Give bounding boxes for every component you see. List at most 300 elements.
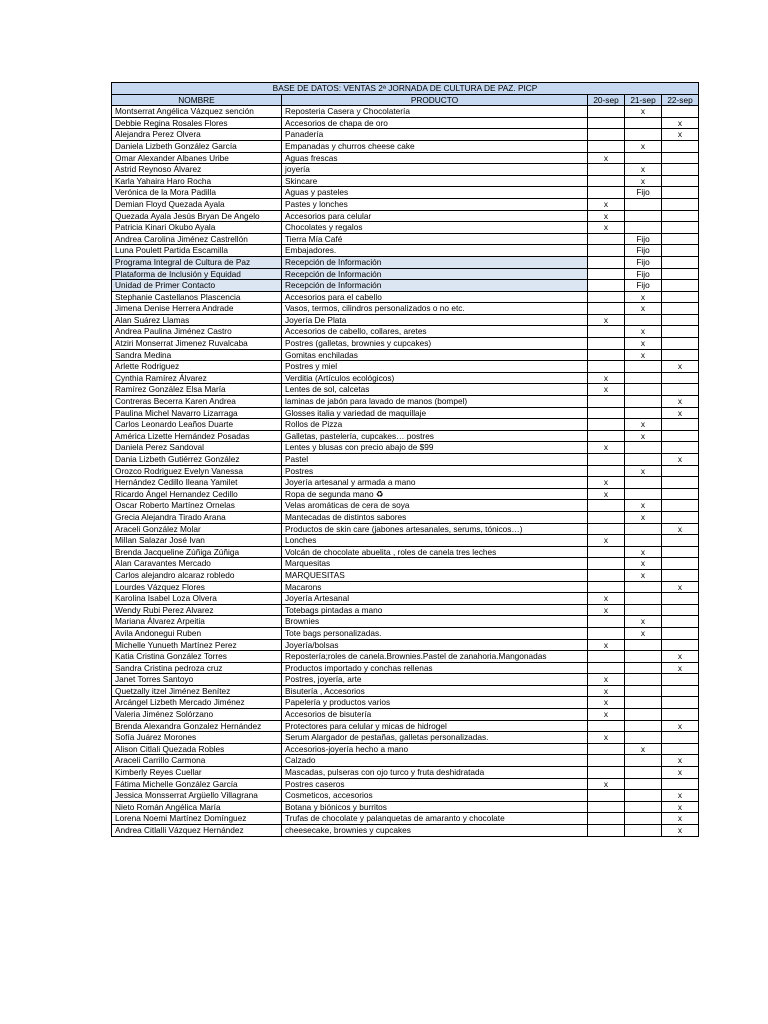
cell-21-sep [625, 593, 662, 605]
cell-nombre: Andrea Paulina Jiménez Castro [112, 326, 282, 338]
cell-21-sep [625, 639, 662, 651]
cell-nombre: Lorena Noemi Martínez Domínguez [112, 813, 282, 825]
cell-nombre: Debbie Regina Rosales Flores [112, 117, 282, 129]
cell-producto: Marquesitas [282, 558, 588, 570]
cell-21-sep: Fijo [625, 245, 662, 257]
cell-22-sep [662, 303, 699, 315]
cell-producto: Mantecadas de distintos sabores [282, 511, 588, 523]
cell-22-sep [662, 245, 699, 257]
cell-20-sep: x [588, 593, 625, 605]
cell-22-sep [662, 616, 699, 628]
cell-producto: Lentes y blusas con precio abajo de $99 [282, 442, 588, 454]
cell-20-sep: x [588, 732, 625, 744]
table-row [112, 523, 699, 535]
cell-nombre: Unidad de Primer Contacto [112, 280, 282, 292]
cell-producto: Serum Alargador de pestañas, galletas personalizadas. [282, 732, 588, 744]
cell-producto: Panadería [282, 129, 588, 141]
cell-nombre: Astrid Reynoso Álvarez [112, 164, 282, 176]
cell-nombre: Stephanie Castellanos Plascencia [112, 291, 282, 303]
cell-producto: Botana y biónicos y burritos [282, 801, 588, 813]
cell-20-sep: x [588, 488, 625, 500]
table-row [112, 662, 699, 674]
cell-22-sep [662, 140, 699, 152]
cell-producto: Rollos de Pizza [282, 419, 588, 431]
cell-20-sep [588, 419, 625, 431]
cell-producto: MARQUESITAS [282, 569, 588, 581]
table-row [112, 349, 699, 361]
cell-21-sep: Fijo [625, 233, 662, 245]
cell-21-sep: x [625, 326, 662, 338]
cell-nombre: Mariana Álvarez Arpeitia [112, 616, 282, 628]
cell-producto: Accesorios para celular [282, 210, 588, 222]
cell-producto: Postres [282, 465, 588, 477]
cell-21-sep: x [625, 558, 662, 570]
cell-21-sep [625, 314, 662, 326]
table-row [112, 175, 699, 187]
cell-producto: Trufas de chocolate y palanquetas de amaranto y chocolate [282, 813, 588, 825]
cell-22-sep: x [662, 523, 699, 535]
cell-20-sep [588, 546, 625, 558]
cell-20-sep: x [588, 222, 625, 234]
cell-20-sep [588, 338, 625, 350]
table-row [112, 396, 699, 408]
table-row [112, 488, 699, 500]
cell-21-sep [625, 477, 662, 489]
table-row [112, 825, 699, 837]
cell-nombre: Alan Caravantes Mercado [112, 558, 282, 570]
cell-nombre: Cynthia Ramírez Álvarez [112, 372, 282, 384]
cell-21-sep [625, 767, 662, 779]
table-row [112, 709, 699, 721]
cell-22-sep [662, 384, 699, 396]
table-row [112, 755, 699, 767]
cell-producto: Aguas frescas [282, 152, 588, 164]
cell-producto: Calzado [282, 755, 588, 767]
cell-producto: Postres (galletas, brownies y cupcakes) [282, 338, 588, 350]
cell-20-sep [588, 361, 625, 373]
table-row [112, 720, 699, 732]
cell-20-sep: x [588, 535, 625, 547]
table-row [112, 616, 699, 628]
cell-20-sep: x [588, 604, 625, 616]
cell-21-sep [625, 129, 662, 141]
cell-21-sep: Fijo [625, 280, 662, 292]
cell-producto: Joyería De Plata [282, 314, 588, 326]
cell-producto: Brownies [282, 616, 588, 628]
cell-22-sep [662, 338, 699, 350]
cell-20-sep [588, 280, 625, 292]
cell-22-sep [662, 546, 699, 558]
cell-20-sep [588, 187, 625, 199]
cell-20-sep: x [588, 639, 625, 651]
cell-21-sep: x [625, 349, 662, 361]
cell-21-sep [625, 720, 662, 732]
cell-nombre: Nieto Román Angélica María [112, 801, 282, 813]
cell-producto: Tierra Mía Café [282, 233, 588, 245]
cell-20-sep [588, 268, 625, 280]
cell-20-sep: x [588, 477, 625, 489]
cell-producto: Reposteria Casera y Chocolatería [282, 106, 588, 118]
cell-nombre: Wendy Rubi Perez Alvarez [112, 604, 282, 616]
cell-nombre: Millan Salazar José Ivan [112, 535, 282, 547]
cell-nombre: Plataforma de Inclusión y Equidad [112, 268, 282, 280]
cell-21-sep: x [625, 569, 662, 581]
cell-nombre: Araceli González Molar [112, 523, 282, 535]
cell-producto: Cosmeticos, accesorios [282, 790, 588, 802]
cell-21-sep: Fijo [625, 256, 662, 268]
cell-nombre: Jessica Monsserrat Argüello Villagrana [112, 790, 282, 802]
cell-nombre: Fátima Michelle González García [112, 778, 282, 790]
cell-nombre: Avila Andonegui Ruben [112, 627, 282, 639]
cell-21-sep [625, 732, 662, 744]
cell-nombre: Demian Floyd Quezada Ayala [112, 198, 282, 210]
cell-21-sep [625, 825, 662, 837]
header-20-sep: 20-sep [588, 94, 625, 106]
cell-22-sep: x [662, 651, 699, 663]
cell-nombre: Valeria Jiménez Solórzano [112, 709, 282, 721]
sales-table [111, 82, 699, 837]
cell-20-sep [588, 454, 625, 466]
cell-22-sep [662, 465, 699, 477]
cell-nombre: Ramírez González Elsa María [112, 384, 282, 396]
cell-21-sep: x [625, 743, 662, 755]
cell-20-sep [588, 465, 625, 477]
cell-nombre: Quezada Ayala Jesús Bryan De Angelo [112, 210, 282, 222]
table-row [112, 303, 699, 315]
cell-21-sep: x [625, 511, 662, 523]
cell-nombre: Montserrat Angélica Vázquez sención [112, 106, 282, 118]
cell-nombre: Alan Suárez Llamas [112, 314, 282, 326]
cell-22-sep [662, 106, 699, 118]
cell-20-sep [588, 117, 625, 129]
cell-producto: Productos importado y conchas rellenas [282, 662, 588, 674]
cell-22-sep [662, 349, 699, 361]
cell-22-sep [662, 256, 699, 268]
cell-20-sep [588, 790, 625, 802]
cell-nombre: Omar Alexander Albanes Uribe [112, 152, 282, 164]
cell-nombre: Atziri Monserrat Jimenez Ruvalcaba [112, 338, 282, 350]
cell-20-sep [588, 523, 625, 535]
cell-20-sep [588, 303, 625, 315]
table-row [112, 604, 699, 616]
cell-producto: Joyería Artesanal [282, 593, 588, 605]
cell-21-sep [625, 790, 662, 802]
cell-20-sep [588, 616, 625, 628]
cell-21-sep: x [625, 546, 662, 558]
cell-20-sep: x [588, 384, 625, 396]
cell-producto: Postres, joyería, arte [282, 674, 588, 686]
cell-22-sep [662, 685, 699, 697]
cell-producto: Gomitas enchiladas [282, 349, 588, 361]
cell-producto: laminas de jabón para lavado de manos (bompel) [282, 396, 588, 408]
cell-21-sep [625, 384, 662, 396]
table-row [112, 581, 699, 593]
table-row [112, 454, 699, 466]
cell-20-sep: x [588, 152, 625, 164]
cell-21-sep [625, 454, 662, 466]
cell-20-sep [588, 129, 625, 141]
cell-producto: Joyería artesanal y armada a mano [282, 477, 588, 489]
cell-21-sep [625, 662, 662, 674]
cell-22-sep [662, 627, 699, 639]
table-row [112, 593, 699, 605]
cell-22-sep: x [662, 117, 699, 129]
cell-producto: Accesorios de chapa de oro [282, 117, 588, 129]
cell-21-sep: x [625, 430, 662, 442]
cell-nombre: Karolina Isabel Loza Olvera [112, 593, 282, 605]
cell-producto: Empanadas y churros cheese cake [282, 140, 588, 152]
cell-20-sep [588, 245, 625, 257]
cell-21-sep [625, 535, 662, 547]
cell-22-sep [662, 442, 699, 454]
cell-20-sep: x [588, 442, 625, 454]
table-row [112, 813, 699, 825]
table-row [112, 117, 699, 129]
table-row [112, 291, 699, 303]
cell-20-sep [588, 558, 625, 570]
cell-producto: Productos de skin care (jabones artesanales, serums, tónicos…) [282, 523, 588, 535]
cell-22-sep: x [662, 454, 699, 466]
cell-21-sep [625, 442, 662, 454]
cell-22-sep [662, 222, 699, 234]
table-row [112, 685, 699, 697]
table-row [112, 280, 699, 292]
cell-20-sep [588, 801, 625, 813]
cell-nombre: Sandra Cristina pedroza cruz [112, 662, 282, 674]
table-row [112, 140, 699, 152]
cell-nombre: Brenda Alexandra Gonzalez Hernández [112, 720, 282, 732]
cell-22-sep: x [662, 129, 699, 141]
table-row [112, 558, 699, 570]
table-row [112, 778, 699, 790]
cell-nombre: Alison Citlali Quezada Robles [112, 743, 282, 755]
cell-producto: Repostería;roles de canela.Brownies.Pastel de zanahoria.Mangonadas [282, 651, 588, 663]
cell-producto: Accesorios para el cabello [282, 291, 588, 303]
cell-21-sep [625, 778, 662, 790]
cell-nombre: Carlos alejandro alcaraz robledo [112, 569, 282, 581]
cell-22-sep: x [662, 581, 699, 593]
table-row [112, 210, 699, 222]
cell-22-sep [662, 500, 699, 512]
cell-22-sep [662, 187, 699, 199]
cell-producto: Pastel [282, 454, 588, 466]
table-row [112, 372, 699, 384]
cell-nombre: Alejandra Perez Olvera [112, 129, 282, 141]
table-row [112, 697, 699, 709]
cell-21-sep [625, 488, 662, 500]
table-row [112, 314, 699, 326]
cell-producto: Mascadas, pulseras con ojo turco y fruta deshidratada [282, 767, 588, 779]
table-row [112, 801, 699, 813]
cell-21-sep [625, 198, 662, 210]
cell-nombre: Andrea Citlalli Vázquez Hernández [112, 825, 282, 837]
cell-nombre: Sofía Juárez Morones [112, 732, 282, 744]
cell-producto: Protectores para celular y micas de hidrogel [282, 720, 588, 732]
table-row [112, 546, 699, 558]
cell-producto: Recepción de Información [282, 256, 588, 268]
cell-20-sep [588, 825, 625, 837]
cell-nombre: Arcángel Lizbeth Mercado Jiménez [112, 697, 282, 709]
cell-20-sep [588, 569, 625, 581]
cell-21-sep [625, 396, 662, 408]
table-row [112, 187, 699, 199]
header-producto: PRODUCTO [282, 94, 588, 106]
cell-22-sep [662, 558, 699, 570]
cell-22-sep: x [662, 767, 699, 779]
table-row [112, 790, 699, 802]
cell-nombre: América Lizette Hernández Posadas [112, 430, 282, 442]
cell-22-sep [662, 639, 699, 651]
cell-20-sep: x [588, 210, 625, 222]
cell-producto: Tote bags personalizadas. [282, 627, 588, 639]
cell-nombre: Verónica de la Mora Padilla [112, 187, 282, 199]
cell-22-sep [662, 268, 699, 280]
cell-20-sep [588, 175, 625, 187]
table-row [112, 500, 699, 512]
cell-producto: Postres caseros [282, 778, 588, 790]
cell-nombre: Daniela Lizbeth González García [112, 140, 282, 152]
cell-nombre: Luna Poulett Partida Escamilla [112, 245, 282, 257]
cell-22-sep [662, 697, 699, 709]
cell-producto: Lentes de sol, calcetas [282, 384, 588, 396]
cell-nombre: Katia Cristina González Torres [112, 651, 282, 663]
cell-20-sep [588, 813, 625, 825]
table-row [112, 129, 699, 141]
cell-producto: Ropa de segunda mano ♻ [282, 488, 588, 500]
table-row [112, 743, 699, 755]
cell-21-sep: x [625, 106, 662, 118]
cell-20-sep [588, 743, 625, 755]
cell-20-sep [588, 500, 625, 512]
cell-20-sep: x [588, 674, 625, 686]
cell-nombre: Dania Lizbeth Gutiérrez González [112, 454, 282, 466]
cell-nombre: Contreras Becerra Karen Andrea [112, 396, 282, 408]
cell-nombre: Oscar Roberto Martínez Ornelas [112, 500, 282, 512]
cell-21-sep: x [625, 616, 662, 628]
cell-nombre: Kimberly Reyes Cuellar [112, 767, 282, 779]
cell-20-sep [588, 627, 625, 639]
cell-producto: Pastes y lonches [282, 198, 588, 210]
table-row [112, 222, 699, 234]
cell-22-sep [662, 477, 699, 489]
cell-producto: Bisutería , Accesorios [282, 685, 588, 697]
table-row [112, 477, 699, 489]
table-row [112, 639, 699, 651]
cell-21-sep [625, 372, 662, 384]
cell-21-sep [625, 222, 662, 234]
cell-21-sep: x [625, 419, 662, 431]
cell-21-sep: x [625, 164, 662, 176]
table-row [112, 164, 699, 176]
cell-20-sep [588, 720, 625, 732]
cell-producto: Volcán de chocolate abuelita , roles de canela tres leches [282, 546, 588, 558]
cell-22-sep: x [662, 662, 699, 674]
cell-22-sep [662, 604, 699, 616]
cell-nombre: Araceli Carrillo Carmona [112, 755, 282, 767]
cell-20-sep [588, 407, 625, 419]
table-row [112, 419, 699, 431]
cell-21-sep [625, 801, 662, 813]
cell-nombre: Michelle Yunueth Martínez Perez [112, 639, 282, 651]
cell-producto: joyería [282, 164, 588, 176]
cell-producto: Chocolates y regalos [282, 222, 588, 234]
cell-22-sep [662, 743, 699, 755]
table-row [112, 732, 699, 744]
cell-producto: Accesorios de bisutería [282, 709, 588, 721]
cell-20-sep: x [588, 314, 625, 326]
cell-20-sep: x [588, 198, 625, 210]
header-22-sep: 22-sep [662, 94, 699, 106]
cell-21-sep [625, 407, 662, 419]
table-row [112, 384, 699, 396]
cell-20-sep [588, 430, 625, 442]
cell-22-sep: x [662, 755, 699, 767]
table-row [112, 651, 699, 663]
cell-21-sep: Fijo [625, 268, 662, 280]
cell-nombre: Grecia Alejandra Tirado Arana [112, 511, 282, 523]
cell-22-sep [662, 175, 699, 187]
cell-22-sep: x [662, 825, 699, 837]
cell-producto: Verditia (Artículos ecológicos) [282, 372, 588, 384]
cell-22-sep [662, 732, 699, 744]
cell-20-sep [588, 662, 625, 674]
cell-producto: Accesorios-joyería hecho a mano [282, 743, 588, 755]
table-row [112, 767, 699, 779]
cell-20-sep [588, 767, 625, 779]
cell-20-sep: x [588, 697, 625, 709]
table-row [112, 627, 699, 639]
cell-22-sep [662, 314, 699, 326]
table-row [112, 245, 699, 257]
table-body [112, 106, 699, 836]
cell-nombre: Ricardo Ángel Hernandez Cedillo [112, 488, 282, 500]
cell-22-sep: x [662, 396, 699, 408]
cell-nombre: Paulina Michel Navarro Lizarraga [112, 407, 282, 419]
cell-nombre: Jimena Denise Herrera Andrade [112, 303, 282, 315]
table-row [112, 152, 699, 164]
cell-22-sep: x [662, 361, 699, 373]
table-row [112, 106, 699, 118]
cell-20-sep: x [588, 778, 625, 790]
table-row [112, 198, 699, 210]
cell-21-sep: x [625, 140, 662, 152]
cell-nombre: Janet Torres Santoyo [112, 674, 282, 686]
cell-21-sep: x [625, 500, 662, 512]
cell-producto: Accesorios de cabello, collares, aretes [282, 326, 588, 338]
cell-nombre: Quetzally itzel Jiménez Benítez [112, 685, 282, 697]
cell-21-sep: x [625, 291, 662, 303]
cell-20-sep [588, 755, 625, 767]
cell-22-sep [662, 280, 699, 292]
cell-22-sep [662, 674, 699, 686]
cell-nombre: Patricia Kinari Okubo Ayala [112, 222, 282, 234]
cell-22-sep [662, 198, 699, 210]
cell-producto: Skincare [282, 175, 588, 187]
cell-20-sep [588, 164, 625, 176]
cell-20-sep [588, 326, 625, 338]
cell-22-sep: x [662, 790, 699, 802]
cell-22-sep: x [662, 720, 699, 732]
cell-21-sep: Fijo [625, 187, 662, 199]
cell-21-sep [625, 210, 662, 222]
cell-22-sep [662, 164, 699, 176]
cell-21-sep [625, 152, 662, 164]
cell-20-sep: x [588, 685, 625, 697]
cell-20-sep [588, 651, 625, 663]
cell-21-sep [625, 604, 662, 616]
cell-20-sep [588, 511, 625, 523]
cell-20-sep [588, 106, 625, 118]
